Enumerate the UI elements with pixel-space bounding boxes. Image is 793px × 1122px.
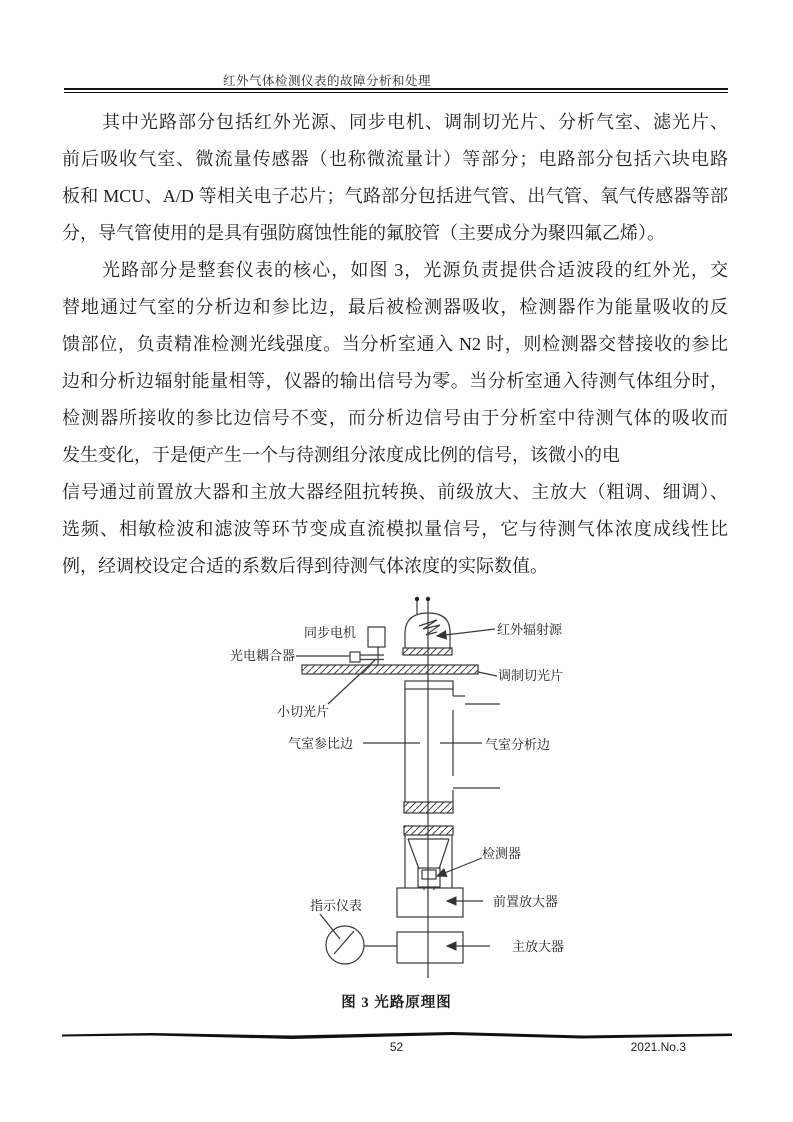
- label-mod-chopper: 调制切光片: [498, 668, 564, 683]
- modulating-chopper-bar: [302, 665, 497, 676]
- preamplifier-box: [397, 888, 463, 917]
- issue-number: 2021.No.3: [630, 1040, 686, 1054]
- indicator-meter-dial: [320, 914, 397, 964]
- indicator-leader-line: [320, 914, 340, 939]
- label-analysis-side: 气室分析边: [485, 737, 551, 752]
- label-reference-side: 气室参比边: [288, 736, 354, 751]
- footer-rule: [62, 1031, 732, 1040]
- label-photocoupler: 光电耦合器: [230, 648, 296, 663]
- page-header-title: 红外气体检测仪表的故障分析和处理: [222, 74, 431, 88]
- page-number: 52: [389, 1040, 404, 1054]
- body-line: 分，导气管使用的是具有强防腐蚀性能的氟胶管（主要成分为聚四氟乙烯）。: [62, 223, 665, 243]
- article-body: [62, 104, 728, 585]
- ir-source-leader-line: [437, 629, 495, 636]
- label-main-amplifier: 主放大器: [512, 939, 565, 954]
- body-line: 光路部分是整套仪表的核心，如图 3，光源负责提供合适波段的红外光，交: [102, 260, 728, 280]
- gas-chamber-column: [363, 681, 500, 813]
- optical-path-diagram: [220, 592, 600, 990]
- body-line: 信号通过前置放大器和主放大器经阻抗转换、前级放大、主放大（粗调、细调）、: [62, 482, 728, 502]
- label-preamplifier: 前置放大器: [493, 894, 559, 909]
- label-ir-source: 红外辐射源: [497, 622, 563, 637]
- photocoupler-bracket: [296, 652, 384, 662]
- body-line: 其中光路部分包括红外光源、同步电机、调制切光片、分析气室、滤光片、: [102, 112, 728, 132]
- label-indicator: 指示仪表: [310, 898, 363, 913]
- header-rule-thin: [64, 92, 728, 93]
- body-line: 前后吸收气室、微流量传感器（也称微流量计）等部分；电路部分包括六块电路: [62, 149, 728, 169]
- main-amplifier-box: [397, 932, 463, 963]
- label-small-chopper: 小切光片: [277, 704, 330, 719]
- body-line: 选频、相敏检波和滤波等环节变成直流模拟量信号，它与待测气体浓度成线性比: [62, 519, 728, 539]
- body-line: 馈部位，负责精准检测光线强度。当分析室通入 N2 时，则检测器交替接收的参比: [62, 334, 728, 354]
- detector-leader-line: [437, 858, 482, 876]
- label-detector: 检测器: [482, 846, 522, 861]
- chopper-leader-line: [478, 672, 497, 676]
- body-line: 板和 MCU、A/D 等相关电子芯片；气路部分包括进气管、出气管、氧气传感器等部: [62, 186, 728, 206]
- body-line: 替地通过气室的分析边和参比边，最后被检测器吸收，检测器作为能量吸收的反: [62, 297, 728, 317]
- body-line: 例，经调校设定合适的系数后得到待测气体浓度的实际数值。: [62, 556, 548, 576]
- header-rule-thick: [64, 88, 728, 90]
- body-line: 边和分析边辐射能量相等，仪器的输出信号为零。当分析室通入待测气体组分时，: [62, 371, 728, 391]
- body-line: 发生变化，于是便产生一个与待测组分浓度成比例的信号，该微小的电: [62, 445, 620, 465]
- label-sync-motor: 同步电机: [304, 625, 357, 640]
- detector-box: [418, 868, 440, 887]
- body-line: 检测器所接收的参比边信号不变，而分析边信号由于分析室中待测气体的吸收而: [62, 408, 728, 428]
- figure-caption: 图 3 光路原理图: [341, 995, 452, 1011]
- filament-zigzag: [419, 620, 440, 635]
